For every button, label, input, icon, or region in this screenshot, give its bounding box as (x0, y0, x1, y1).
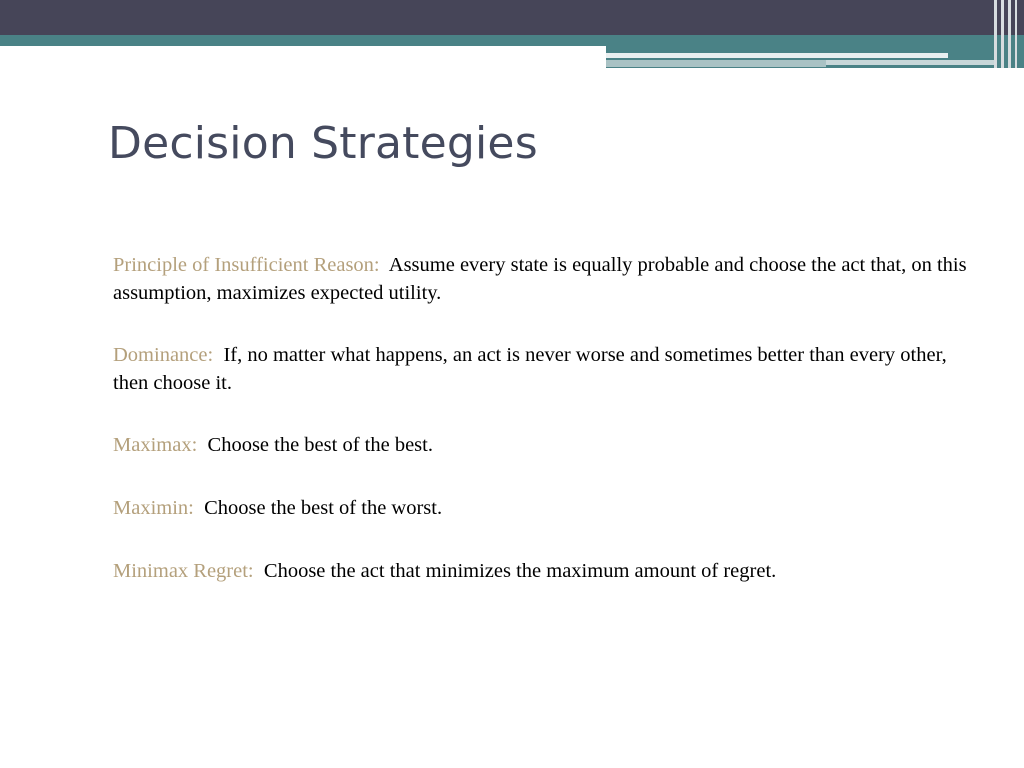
header-accent-bar-right (826, 60, 996, 65)
header-band-teal (0, 35, 1024, 46)
strategy-term: Maximin: (113, 497, 194, 519)
header-accent-bar (606, 60, 826, 67)
list-item (113, 251, 973, 307)
strategy-list (113, 251, 973, 620)
strategy-definition: Choose the act that minimizes the maximum amount of regret. (263, 560, 777, 582)
strategy-definition: Choose the best of the best. (207, 434, 433, 456)
header-accent-line (606, 53, 948, 58)
list-item (113, 341, 973, 397)
strategy-term: Dominance: (113, 344, 214, 366)
list-item (113, 494, 973, 522)
list-item (113, 557, 973, 585)
header-band-dark (0, 0, 1024, 35)
header-vertical-stripes (990, 0, 1024, 68)
list-item (113, 431, 973, 459)
strategy-term: Maximax: (113, 434, 198, 456)
strategy-term: Minimax Regret: (113, 560, 254, 582)
slide-title: Decision Strategies (108, 118, 538, 169)
strategy-definition: Choose the best of the worst. (204, 497, 443, 519)
strategy-term: Principle of Insufficient Reason: (113, 254, 380, 276)
strategy-definition: Assume every state is equally probable and choose the act that, on this assumption, maximizes expected utility. (113, 254, 967, 304)
strategy-definition: If, no matter what happens, an act is never worse and sometimes better than every other, then choose it. (113, 344, 947, 394)
